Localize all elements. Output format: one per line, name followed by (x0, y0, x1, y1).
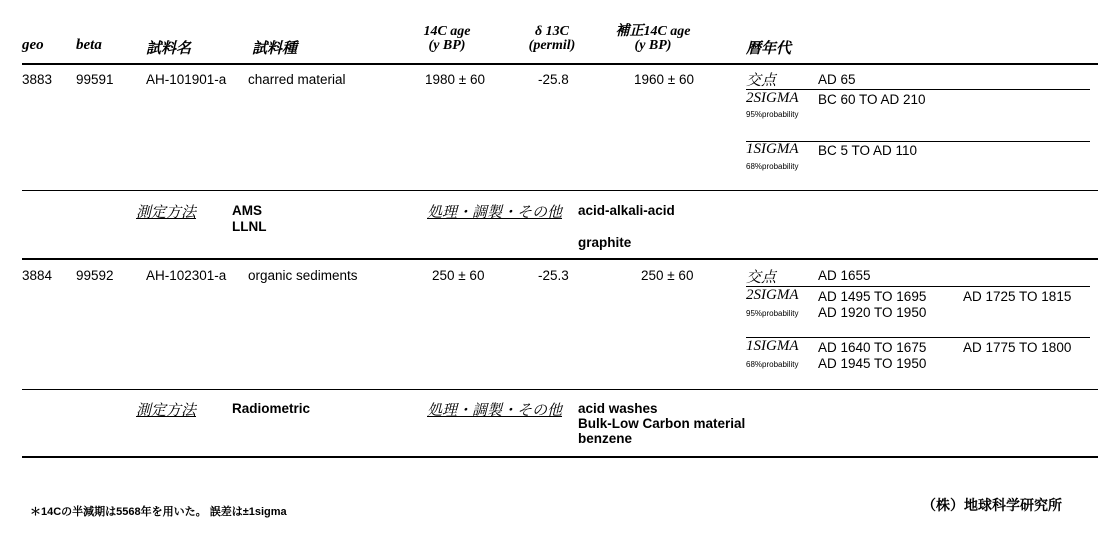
sigma2-label: 2SIGMA (746, 287, 799, 303)
sigma1-label: 1SIGMA (746, 338, 799, 354)
sigma1-probability: 68%probability (746, 360, 799, 369)
age-14c-value: 1980 ± 60 (425, 72, 485, 87)
method-line: LLNL (232, 219, 267, 234)
header-sample-type: 試料種 (252, 41, 298, 57)
header-corrected-line2: (y BP) (634, 38, 672, 53)
sample-type-value: organic sediments (248, 268, 358, 283)
sample-name-value: AH-101901-a (146, 72, 227, 87)
corrected-age-value: 250 ± 60 (641, 268, 694, 283)
d13c-value: -25.3 (538, 268, 569, 283)
table-bottom-rule (22, 456, 1098, 458)
corrected-age-value: 1960 ± 60 (634, 72, 694, 87)
sigma1-range: AD 1945 TO 1950 (818, 356, 927, 371)
record-divider (22, 389, 1098, 390)
treatment-line: graphite (578, 235, 632, 250)
beta-value: 99591 (76, 72, 114, 87)
treatment-line: Bulk-Low Carbon material (578, 416, 746, 431)
record-divider (22, 190, 1098, 191)
intercept-label: 交点 (746, 73, 777, 89)
company-name: （株）地球科学研究所 (922, 497, 1062, 513)
footnote: ＊14Cの半減期は5568年を用いた。 誤差は±1sigma (30, 506, 287, 518)
header-corrected-age (598, 25, 708, 53)
sigma1-probability: 68%probability (746, 162, 799, 171)
method-line: Radiometric (232, 401, 311, 416)
sample-name-value: AH-102301-a (146, 268, 227, 283)
treatment-label: 処理・調製・その他 (427, 403, 563, 419)
header-14c-age-line2: (y BP) (428, 38, 466, 53)
treatment-line: acid washes (578, 401, 658, 416)
d13c-value: -25.8 (538, 72, 569, 87)
age-14c-value: 250 ± 60 (432, 268, 485, 283)
record-separator (22, 258, 1098, 260)
method-label: 測定方法 (136, 205, 197, 221)
header-geo: geo (22, 37, 44, 53)
header-14c-age-line1: 14C age (423, 24, 471, 39)
treatment-label: 処理・調製・その他 (427, 205, 563, 221)
sigma1-range: AD 1775 TO 1800 (963, 340, 1072, 355)
sigma1-label: 1SIGMA (746, 141, 799, 157)
header-d13c-line2: (permil) (528, 38, 576, 53)
sample-type-value: charred material (248, 72, 346, 87)
header-calendar: 暦年代 (746, 41, 792, 57)
sigma1-range: BC 5 TO AD 110 (818, 143, 918, 158)
header-corrected-line1: 補正14C age (615, 24, 691, 39)
intercept-value: AD 65 (818, 72, 856, 87)
treatment-line: benzene (578, 431, 633, 446)
header-rule (22, 63, 1098, 65)
method-line: AMS (232, 203, 262, 218)
sigma2-range: AD 1495 TO 1695 (818, 289, 927, 304)
sigma2-range: AD 1725 TO 1815 (963, 289, 1072, 304)
treatment-line: acid-alkali-acid (578, 203, 675, 218)
header-d13c-line1: δ 13C (534, 24, 569, 39)
sigma2-probability: 95%probability (746, 110, 799, 119)
geo-value: 3884 (22, 268, 53, 283)
sigma2-range: BC 60 TO AD 210 (818, 92, 926, 107)
intercept-value: AD 1655 (818, 268, 871, 283)
header-beta: beta (76, 37, 102, 53)
sigma2-range: AD 1920 TO 1950 (818, 305, 927, 320)
geo-value: 3883 (22, 72, 53, 87)
header-d13c (516, 25, 588, 53)
intercept-label: 交点 (746, 270, 777, 286)
sigma1-range: AD 1640 TO 1675 (818, 340, 927, 355)
sigma2-label: 2SIGMA (746, 90, 799, 106)
beta-value: 99592 (76, 268, 114, 283)
method-label: 測定方法 (136, 403, 197, 419)
header-sample-name: 試料名 (146, 41, 192, 57)
header-14c-age (408, 25, 486, 53)
sigma2-probability: 95%probability (746, 309, 799, 318)
